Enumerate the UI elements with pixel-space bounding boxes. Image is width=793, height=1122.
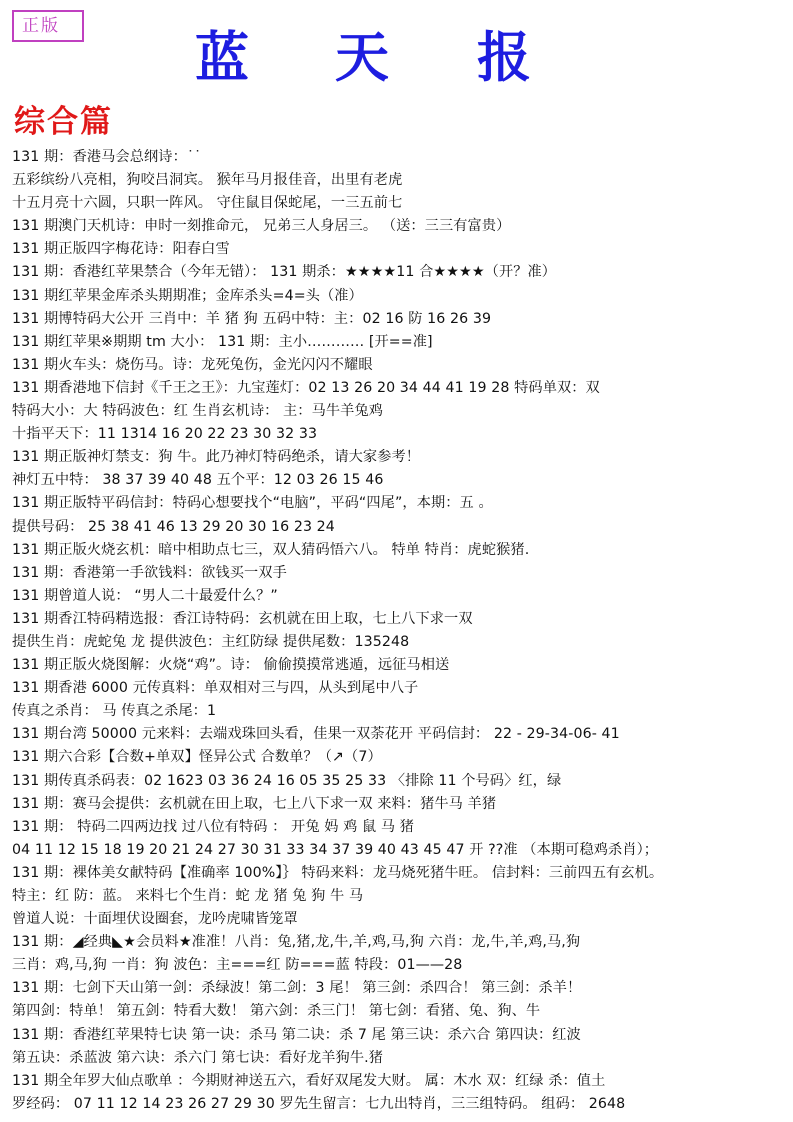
- content-line: 131 期正版火烧玄机：暗中相助点七三，双人猜码悟六八。 特单 特肖：虎蛇猴猪.: [12, 541, 530, 558]
- content-line: 131 期：七剑下天山第一剑：杀绿波！第二剑：3 尾！ 第三剑：杀四合！ 第三剑：杀羊！: [12, 980, 582, 997]
- content-line: 131 期：◢经典◣★会员料★准准！八肖：兔,猪,龙,牛,羊,鸡,马,狗 六肖：龙,牛,羊,鸡,马,狗: [12, 934, 581, 951]
- content-line: 特码大小：大 特码波色：红 生肖玄机诗： 主：马牛羊兔鸡: [12, 403, 384, 420]
- content-line: 131 期正版神灯禁支：狗 牛。此乃神灯特码绝杀，请大家参考！: [12, 449, 421, 466]
- content-line: 131 期：香港红苹果特七诀 第一诀：杀马 第二诀：杀 7 尾 第三诀：杀六合 第四诀：红波: [12, 1026, 581, 1043]
- content-line: 131 期红苹果金库杀头期期准；金库杀头=4=头（准）: [12, 287, 363, 304]
- content-line: 131 期：赛马会提供：玄机就在田上取，七上八下求一双 来料：猪牛马 羊猪: [12, 795, 497, 812]
- content-line: 04 11 12 15 18 19 20 21 24 27 30 31 33 34 37 39 40 43 45 47 开 ??准 （本期可稳鸡杀肖）；: [12, 841, 659, 858]
- content-line: 131 期正版四字梅花诗：阳春白雪: [12, 241, 230, 258]
- content-line: 131 期：香港红苹果禁合（今年无错）： 131 期杀：★★★★11 合★★★★（开？准）: [12, 264, 557, 281]
- content-line: 131 期传真杀码表：02 1623 03 36 24 16 05 35 25 33 〈排除 11 个号码〉红，绿: [12, 772, 562, 789]
- content-line: 131 期六合彩【合数+单双】怪异公式 合数单？（↗（7）: [12, 749, 382, 766]
- content-line: 131 期澳门天机诗：申时一刻推命元， 兄弟三人身居三。 （送：三三有富贵）: [12, 218, 511, 235]
- content-line: 131 期台湾 50000 元来料：去端戏珠回头看，佳果一双荼花开 平码信封： 22 - 29-34-06- 41: [12, 726, 620, 743]
- masthead-char-3: 报: [477, 25, 531, 89]
- content-line: 131 期：香港马会总纲诗：˙˙: [12, 149, 202, 165]
- content-line: 131 期： 特码二四两边找 过八位有特码 ： 开兔 妈 鸡 鼠 马 猪: [12, 818, 415, 835]
- masthead-char-2: 天: [335, 25, 389, 89]
- content-line: 十指平天下：11 1314 16 20 22 23 30 32 33: [12, 426, 318, 443]
- content-line: 第五诀：杀蓝波 第六诀：杀六门 第七诀：看好龙羊狗牛.猪: [12, 1049, 384, 1066]
- content-line: 五彩缤纷八亮相，狗咬吕洞宾。 猴年马月报佳音，出里有老虎: [12, 172, 403, 189]
- content-line: 131 期正版火烧图解：火烧“鸡”。诗： 偷偷摸摸常逃遁，远征马相送: [12, 657, 450, 674]
- content-line: 十五月亮十六圆，只职一阵风。 守住鼠目保蛇尾，一三五前七: [12, 195, 403, 212]
- content-line: 131 期：裸体美女献特码【准确率 100%】｝ 特码来料：龙马烧死猪牛旺。 信封料：三前四五有玄机。: [12, 864, 664, 881]
- content-line: 第四剑：特单！ 第五剑：特看大数！ 第六剑：杀三门！ 第七剑：看猪、兔、狗、牛: [12, 1003, 541, 1020]
- content-line: 131 期红苹果※期期 tm 大小： 131 期：主小………… [开==准]: [12, 333, 433, 350]
- content-line: 131 期火车头：烧伤马。诗：龙死兔伤，金光闪闪不耀眼: [12, 356, 373, 373]
- content-line: 131 期香港 6000 元传真料：单双相对三与四，从头到尾中八子: [12, 680, 419, 697]
- content-line: 131 期：香港第一手欲钱料：欲钱买一双手: [12, 564, 287, 581]
- content-line: 特主：红 防：蓝。 来料七个生肖：蛇 龙 猪 兔 狗 牛 马: [12, 888, 364, 904]
- masthead-title: [195, 22, 555, 92]
- content-line: 提供生肖：虎蛇兔 龙 提供波色：主红防绿 提供尾数：135248: [12, 633, 410, 650]
- content-line: 提供号码： 25 38 41 46 13 29 20 30 16 23 24: [12, 518, 335, 535]
- content-line: 传真之杀肖： 马 传真之杀尾：1: [12, 703, 217, 720]
- content-line: 曾道人说：十面埋伏设圈套，龙吟虎啸皆笼罩: [12, 911, 298, 928]
- masthead-char-1: 蓝: [195, 25, 249, 89]
- content-line: 131 期香港地下信封《千王之王》：九宝莲灯：02 13 26 20 34 44 41 19 28 特码单双：双: [12, 379, 600, 396]
- content-line: 131 期博特码大公开 三肖中：羊 猪 狗 五码中特：主：02 16 防 16 26 39: [12, 310, 492, 327]
- content-line: 三肖：鸡,马,狗 一肖：狗 波色：主===红 防===蓝 特段：01——28: [12, 957, 463, 974]
- content-line: 131 期香江特码精选报：香江诗特码：玄机就在田上取，七上八下求一双: [12, 610, 473, 627]
- content-lines: [12, 146, 787, 1116]
- content-line: 131 期全年罗大仙点歌单 ：今期财神送五六，看好双尾发大财。 属：木水 双：红绿 杀：值土: [12, 1072, 606, 1089]
- content-line: 131 期正版特平码信封：特码心想要找个“电脑”，平码“四尾”，本期：五 。: [12, 495, 493, 512]
- content-line: 131 期曾道人说： “男人二十最爱什么？”: [12, 587, 278, 604]
- section-title: 综合篇: [14, 104, 113, 140]
- content-line: 神灯五中特： 38 37 39 40 48 五个平：12 03 26 15 46: [12, 472, 384, 489]
- edition-badge: 正版: [12, 10, 84, 42]
- content-line: 罗经码： 07 11 12 14 23 26 27 29 30 罗先生留言：七九出特肖，三三组特码。 组码： 2648: [12, 1095, 626, 1112]
